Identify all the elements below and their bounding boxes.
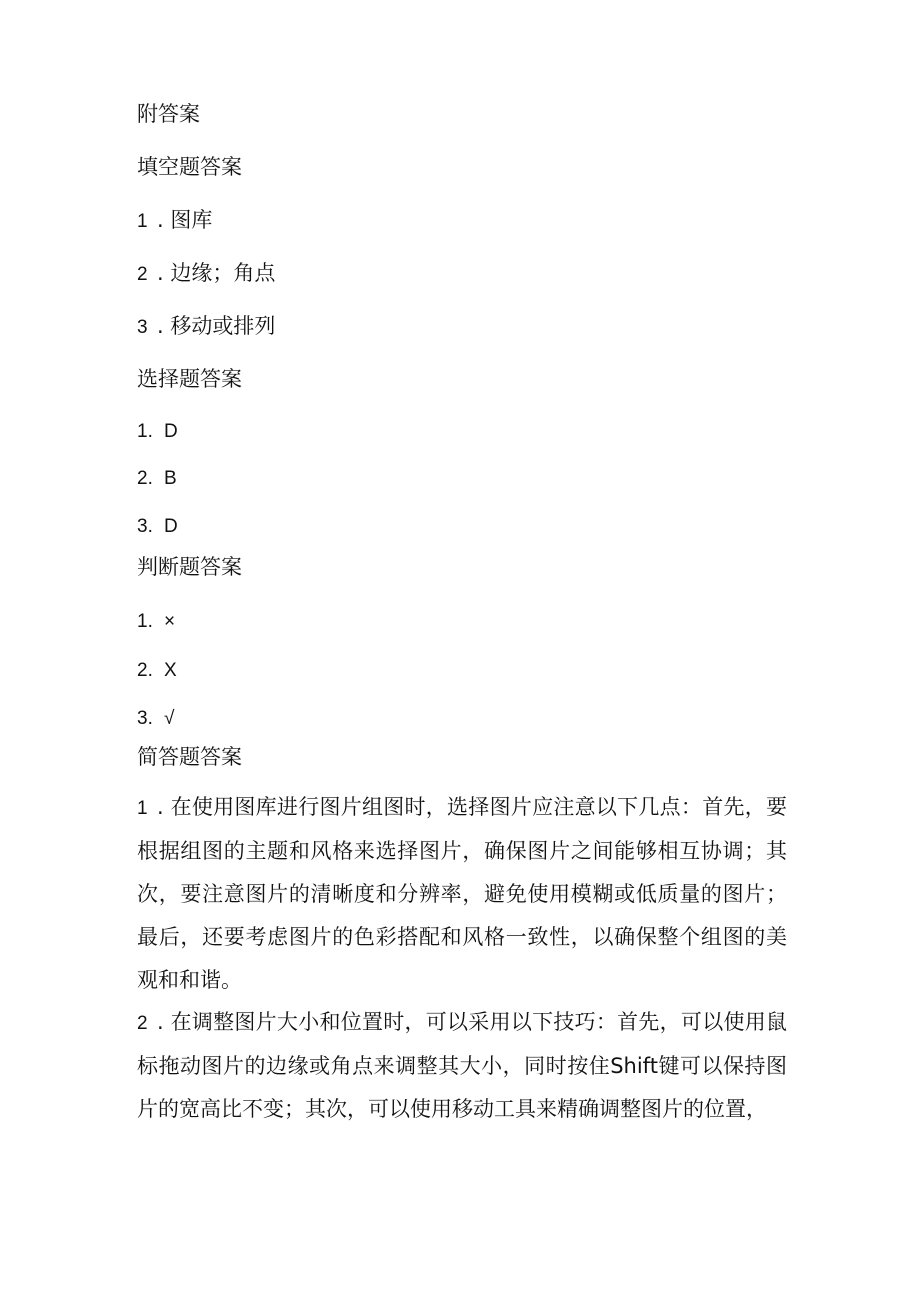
choice-answer-text: B [164,468,177,489]
short-answer-2 [137,1001,787,1131]
choice-answer-text: D [164,516,178,537]
fill-answer-text: . 边缘；角点 [157,261,276,285]
fill-answer-2 [137,259,275,289]
judge-answer-text: × [164,611,176,632]
fill-answer-number: 3 [137,317,148,338]
choice-answer-number: 2. [137,468,153,489]
judge-answer-3 [137,703,174,733]
choice-answer-1 [137,416,178,446]
document-heading: 附答案 [137,102,200,126]
judge-answer-number: 1. [137,611,153,632]
judge-answer-number: 3. [137,708,153,729]
choice-answer-text: D [164,421,178,442]
judge-answer-text: X [164,660,177,681]
fill-answer-text: . 移动或排列 [157,314,276,338]
choice-answer-number: 3. [137,516,153,537]
fill-answer-3 [137,312,275,342]
fill-answer-text: . 图库 [157,208,213,232]
fill-answer-number: 2 [137,264,148,285]
short-answer-text: . 在调整图片大小和位置时，可以采用以下技巧：首先，可以使用鼠标拖动图片的边缘或角点来调整其大小，同时按住Shift键可以保持图片的宽高比不变；其次，可以使用移动工具来精确调整图片的位置， [137,1010,787,1121]
section-title-fill: 填空题答案 [137,155,242,179]
section-title-choice: 选择题答案 [137,367,242,391]
choice-answer-number: 1. [137,421,153,442]
section-title-judge: 判断题答案 [137,555,242,579]
judge-answer-1 [137,606,175,636]
fill-answer-number: 1 [137,211,148,232]
choice-answer-2 [137,463,177,493]
short-answer-1 [137,786,787,1002]
judge-answer-number: 2. [137,660,153,681]
judge-answer-2 [137,655,177,685]
section-title-short: 简答题答案 [137,745,242,769]
fill-answer-1 [137,206,212,236]
short-answer-number: 1 [137,798,148,819]
judge-answer-text: √ [164,708,175,729]
short-answer-number: 2 [137,1013,148,1034]
choice-answer-3 [137,511,178,541]
short-answer-text: . 在使用图库进行图片组图时，选择图片应注意以下几点：首先，要根据组图的主题和风格来选择图片，确保图片之间能够相互协调；其次，要注意图片的清晰度和分辨率，避免使用模糊或低质量的图片；最后，还要考虑图片的色彩搭配和风格一致性，以确保整个组图的美观和和谐。 [137,795,787,992]
